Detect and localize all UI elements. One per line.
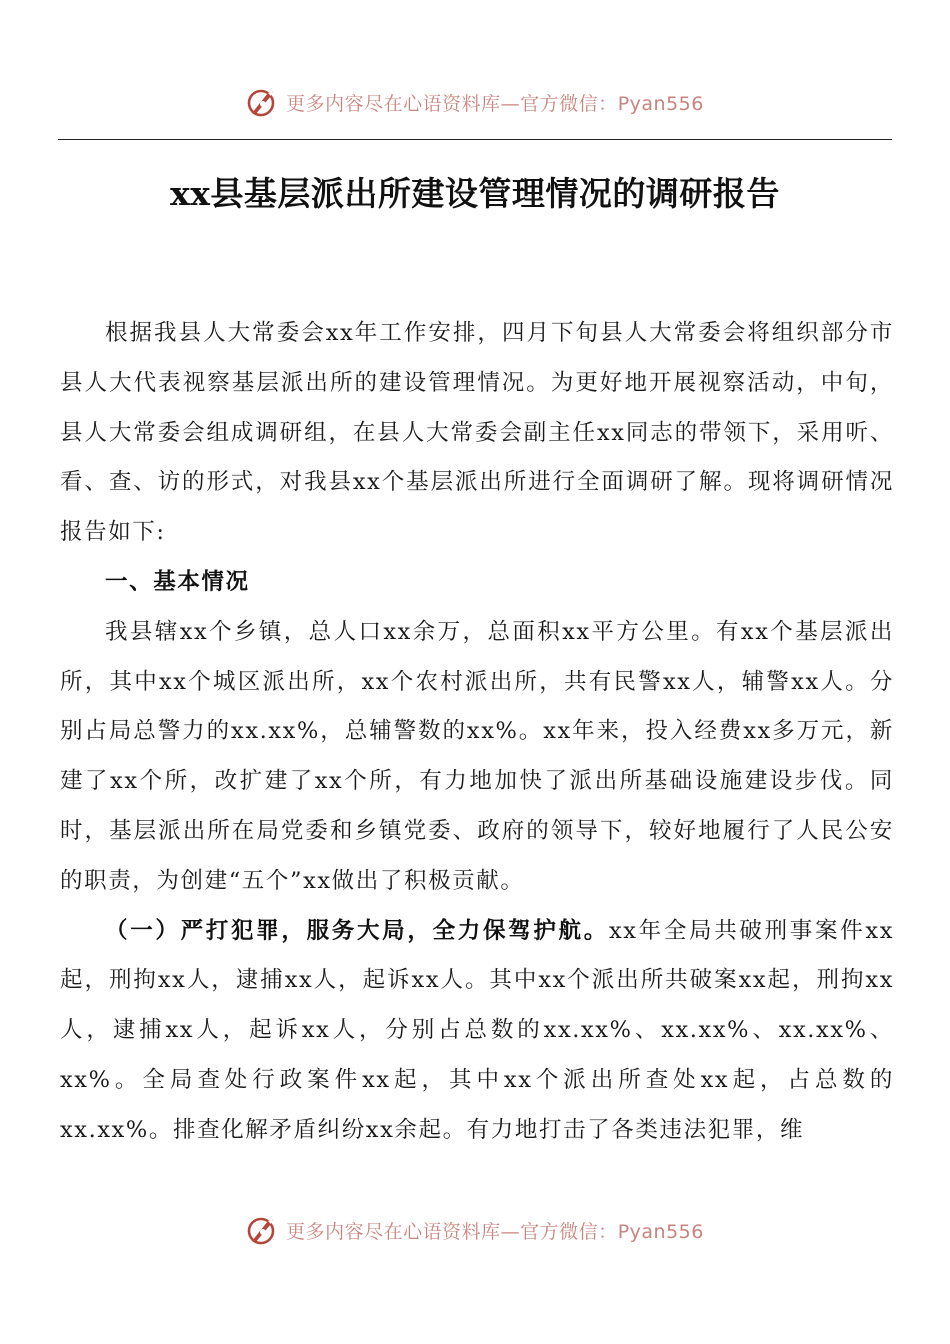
header-watermark-banner	[0, 82, 950, 122]
banner-wechat-label: 官方微信：	[520, 1220, 618, 1243]
banner-library-text: 更多内容尽在心语资料库	[286, 92, 501, 115]
document-title: xx县基层派出所建设管理情况的调研报告	[170, 174, 780, 213]
banner-wechat-handle: Pyan556	[617, 92, 704, 115]
header-divider	[58, 139, 892, 140]
banner-library-text: 更多内容尽在心语资料库	[286, 1220, 501, 1243]
crackdown-paragraph	[60, 907, 894, 1156]
section-heading-basic-situation: 一、基本情况	[105, 568, 250, 595]
pen-in-circle-logo-icon	[246, 1213, 280, 1247]
banner-separator: —	[500, 92, 521, 115]
banner-wechat-label: 官方微信：	[520, 92, 618, 115]
crackdown-body-text: xx年全局共破刑事案件xx起，刑拘xx人，逮捕xx人，起诉xx人。其中xx个派出所共破案xx起，刑拘xx人，逮捕xx人，起诉xx人，分别占总数的xx.xx%、xx.xx%、xx.xx%、xx%。全局查处行政案件xx起，其中xx个派出所查处xx起，占总数的xx.xx%。排查化解矛盾纠纷xx余起。有力地打击了各类违法犯罪，维	[60, 917, 894, 1143]
basic-situation-paragraph: 我县辖xx个乡镇，总人口xx余万，总面积xx平方公里。有xx个基层派出所，其中xx个城区派出所，xx个农村派出所，共有民警xx人，辅警xx人。分别占局总警力的xx.xx%，总辅警数的xx%。xx年来，投入经费xx多万元，新建了xx个所，改扩建了xx个所，有力地加快了派出所基础设施建设步伐。同时，基层派出所在局党委和乡镇党委、政府的领导下，较好地履行了人民公安的职责，为创建“五个”xx做出了积极贡献。	[60, 618, 894, 894]
banner-wechat-handle: Pyan556	[617, 1220, 704, 1243]
footer-watermark-banner	[0, 1210, 950, 1250]
subsection-heading-crackdown: （一）严打犯罪，服务大局，全力保驾护航。	[105, 917, 609, 944]
pen-in-circle-logo-icon	[246, 85, 280, 119]
intro-paragraph: 根据我县人大常委会xx年工作安排，四月下旬县人大常委会将组织部分市县人大代表视察基层派出所的建设管理情况。为更好地开展视察活动，中旬，县人大常委会组成调研组，在县人大常委会副主任xx同志的带领下，采用听、看、查、访的形式，对我县xx个基层派出所进行全面调研了解。现将调研情况报告如下:	[60, 320, 894, 546]
banner-separator: —	[500, 1220, 521, 1243]
document-body	[60, 309, 894, 1156]
